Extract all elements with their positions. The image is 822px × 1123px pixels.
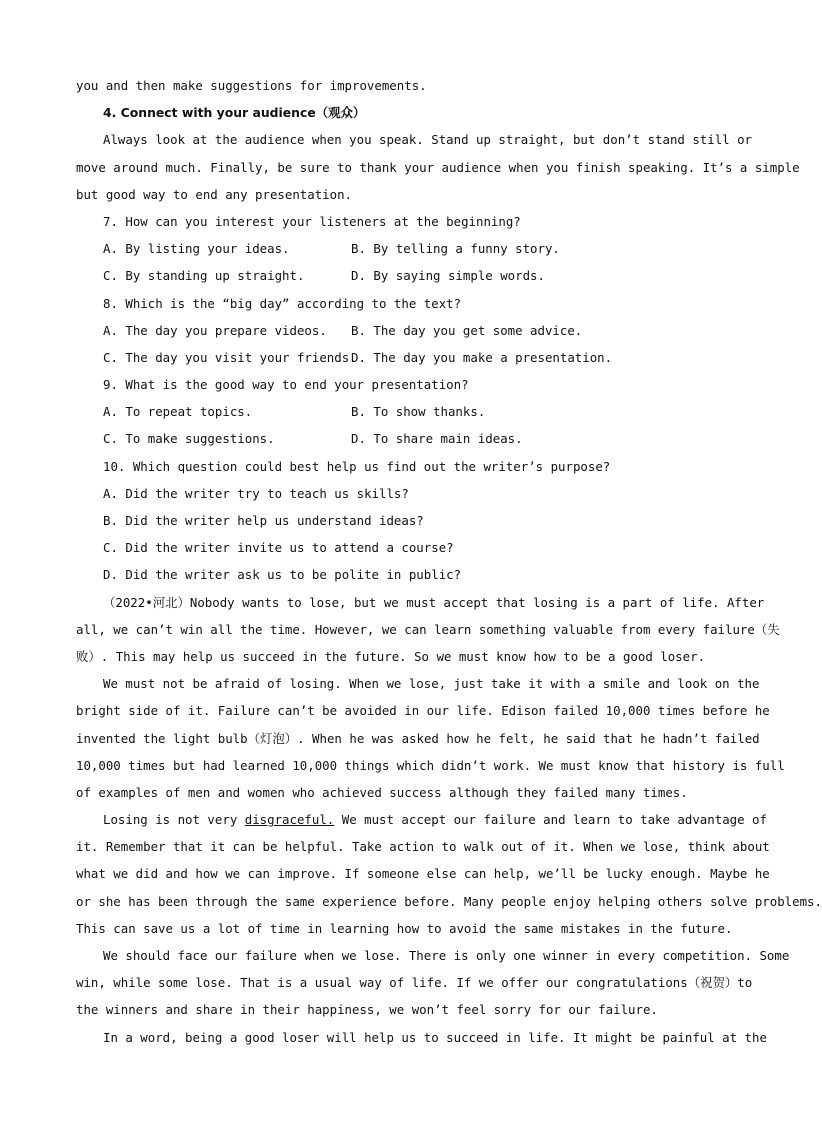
text-line: Always look at the audience when you speak. Stand up straight, but don’t stand still or <box>103 132 753 148</box>
passage-line: what we did and how we can improve. If someone else can help, we’ll be lucky enough. Maybe he <box>76 866 770 882</box>
passage-text: We must accept our failure and learn to take advantage of <box>334 812 767 828</box>
text-line: but good way to end any presentation. <box>76 186 353 202</box>
passage-line: In a word, being a good loser will help us to succeed in life. It might be painful at the <box>103 1029 767 1045</box>
option-row <box>76 235 722 262</box>
option-row <box>76 344 722 371</box>
passage-line: We should face our failure when we lose. There is only one winner in every competition. Some <box>103 948 790 963</box>
passage-line: win, while some lose. That is a usual way of life. If we offer our congratulations（祝贺）to <box>76 975 753 991</box>
option: C. The day you visit your friends. <box>103 349 357 365</box>
text-line: move around much. Finally, be sure to thank your audience when you finish speaking. It’s a simple <box>76 159 800 175</box>
text-line: you and then make suggestions for improvements. <box>76 78 427 93</box>
passage-line: all, we can’t win all the time. However, we can learn something valuable from every failure（失 <box>76 621 780 637</box>
question-stem: 9. What is the good way to end your presentation? <box>103 377 469 393</box>
passage-line: of examples of men and women who achieved success although they failed many times. <box>76 784 688 800</box>
passage-line: 败）. This may help us succeed in the future. So we must know how to be a good loser. <box>76 648 706 664</box>
option: A. The day you prepare videos. <box>103 322 327 338</box>
passage-line <box>76 806 767 833</box>
option: C. Did the writer invite us to attend a course? <box>103 540 454 556</box>
option: B. The day you get some advice. <box>351 322 583 338</box>
option: D. To share main ideas. <box>351 431 523 447</box>
passage-line: （2022•河北）Nobody wants to lose, but we must accept that losing is a part of life. After <box>103 594 765 610</box>
option-row <box>76 317 722 344</box>
passage-line: or she has been through the same experience before. Many people enjoy helping others solve problems. <box>76 893 822 909</box>
option: D. The day you make a presentation. <box>351 349 613 365</box>
passage-line: We must not be afraid of losing. When we lose, just take it with a smile and look on the <box>103 676 760 692</box>
option: C. By standing up straight. <box>103 268 305 284</box>
passage-line: it. Remember that it can be helpful. Take action to walk out of it. When we lose, think about <box>76 839 770 855</box>
question-stem: 7. How can you interest your listeners at the beginning? <box>103 213 521 229</box>
passage-line: bright side of it. Failure can’t be avoided in our life. Edison failed 10,000 times before he <box>76 703 770 719</box>
option-row <box>76 262 722 289</box>
option: B. By telling a funny story. <box>351 241 560 257</box>
option: B. Did the writer help us understand ideas? <box>103 513 424 528</box>
option: A. By listing your ideas. <box>103 241 290 257</box>
option: D. By saying simple words. <box>351 268 545 284</box>
passage-line: 10,000 times but had learned 10,000 things which didn’t work. We must know that history is full <box>76 757 785 773</box>
option: D. Did the writer ask us to be polite in public? <box>103 567 462 583</box>
question-stem: 8. Which is the “big day” according to the text? <box>103 295 462 311</box>
option: A. Did the writer try to teach us skills? <box>103 485 409 501</box>
option-row <box>76 425 722 452</box>
question-stem: 10. Which question could best help us find out the writer’s purpose? <box>103 458 611 474</box>
section-heading: 4. Connect with your audience（观众） <box>103 105 366 121</box>
passage-line: the winners and share in their happiness, we won’t feel sorry for our failure. <box>76 1002 658 1018</box>
document-page <box>76 72 822 1051</box>
option: B. To show thanks. <box>351 404 486 420</box>
passage-text: Losing is not very <box>103 812 245 828</box>
passage-line: invented the light bulb（灯泡）. When he was asked how he felt, he said that he hadn’t failed <box>76 730 760 746</box>
option: A. To repeat topics. <box>103 404 253 420</box>
passage-line: This can save us a lot of time in learning how to avoid the same mistakes in the future. <box>76 920 733 936</box>
underlined-word: disgraceful. <box>244 812 335 828</box>
option: C. To make suggestions. <box>103 431 275 447</box>
option-row <box>76 398 722 425</box>
